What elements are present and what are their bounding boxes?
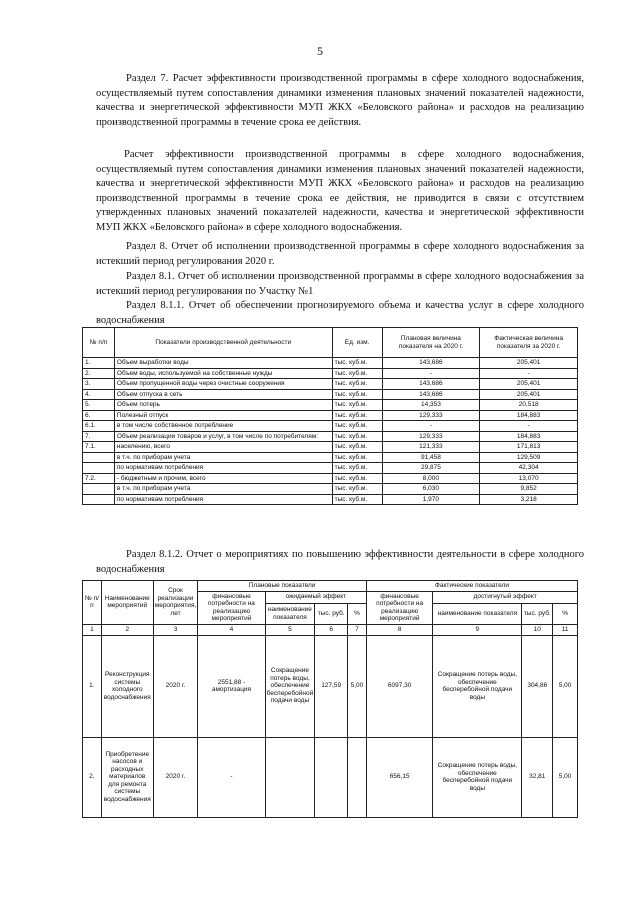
col-header-plan-pct: % — [348, 603, 367, 624]
table-row: в т.ч. по приборам учета тыс. куб.м. 91,458 129,509 — [83, 452, 578, 463]
col-header-fact-finance: финансовые потребности на реализацию мероприятий — [366, 591, 432, 624]
table-row: по нормативам потребления тыс. куб.м. 1,970 3,218 — [83, 494, 578, 505]
section-7-body: Расчет эффективности производственной программы в сфере холодного водоснабжения, осуществляемый путем сопоставления динамики изменения плановых значений показателей надежности, качества и энергетической эффективности МУП ЖКХ «Беловского района» и расходов на реализацию производственной программы в течение срока ее действия, не приводится в связи с отсутствием утвержденных плановых значений показателей надежности, качества и энергетической эффективности МУП ЖКХ «Беловского района» в сфере холодного водоснабжения. — [96, 149, 584, 233]
col-header-fact-rub: тыс. руб. — [522, 603, 553, 624]
col-header-plan-indicator: наименование показателя — [265, 603, 315, 624]
col-header-fact: Фактическая величина показателя за 2020 г. — [480, 328, 578, 358]
column-numbers-row: 1 2 3 4 5 6 7 8 9 10 11 — [83, 624, 578, 635]
measures-report-table — [82, 580, 578, 818]
section-8-1-heading: Раздел 8.1. Отчет об исполнении производственной программы в сфере холодного водоснабжения за истекший период регулирования по Участку №1 — [96, 271, 584, 297]
table-row: 6.1. в том числе собственное потребление тыс. куб.м. - - — [83, 421, 578, 432]
table-row: 2. Объем воды, используемой на собственные нужды тыс. куб.м. - - — [83, 368, 578, 379]
section-8-1-1-heading: Раздел 8.1.1. Отчет об обеспечении прогнозируемого объема и качества услуг в сфере холодного водоснабжения — [96, 300, 584, 326]
col-header-fact-group: Фактические показатели — [366, 581, 577, 592]
col-header-num: № п/ п — [83, 581, 102, 625]
table-row: 1. Объем выработки воды тыс. куб.м. 143,686 205,401 — [83, 358, 578, 369]
col-header-num: № п/п — [83, 328, 115, 358]
col-header-fact-effect: достигнутый эффект — [433, 591, 578, 603]
table-row: 3. Объем пропущенной воды через очистные сооружения тыс. куб.м. 143,686 205,401 — [83, 379, 578, 390]
col-header-fact-pct: % — [553, 603, 578, 624]
table-header-row — [83, 328, 578, 358]
page-number: 5 — [317, 44, 323, 58]
table-row: 1. Реконструкция системы холодного водоснабжения 2020 г. 2551,88 - амортизация Сокращение потерь воды, обеспечение бесперебойной подачи воды 127,59 5,00 6097,30 Сокращение потерь воды, обеспечение бесперебойной подачи воды 304,86 5,00 — [83, 635, 578, 737]
col-header-measure-name: Наименование мероприятий — [101, 581, 153, 625]
volume-report-table — [82, 327, 578, 505]
table-row: 4. Объем отпуска в сеть тыс. куб.м. 143,686 205,401 — [83, 389, 578, 400]
col-header-unit: Ед. изм. — [332, 328, 382, 358]
col-header-plan: Плановая величина показателя на 2020 г. — [382, 328, 480, 358]
section-8-1-2-heading: Раздел 8.1.2. Отчет о мероприятиях по повышению эффективности деятельности в сфере холодного водоснабжения — [96, 549, 584, 575]
table-row: 6. Полезный отпуск тыс. куб.м. 129,333 184,883 — [83, 410, 578, 421]
section-7-heading: Раздел 7. Расчет эффективности производственной программы в сфере холодного водоснабжения, осуществляемый путем сопоставления динамики изменения плановых значений показателей надежности, качества и энергетической эффективности МУП ЖКХ «Беловского района» и расходов на реализацию производственной программы в течение срока ее действия. — [96, 73, 584, 128]
table-row: 2. Приобретение насосов и расходных материалов для ремонта системы водоснабжения 2020 г. - 656,15 Сокращение потерь воды, обеспечение бесперебойной подачи воды 32,81 5,00 — [83, 737, 578, 817]
table-row: 5. Объем потерь тыс. куб.м. 14,353 20,518 — [83, 400, 578, 411]
table-row: 7.1. населению, всего тыс. куб.м. 121,333 171,813 — [83, 442, 578, 453]
col-header-plan-group: Плановые показатели — [198, 581, 367, 592]
table-row: в т.ч. по приборам учета тыс. куб.м. 6,030 9,852 — [83, 484, 578, 495]
table-row: 7.2. - бюджетным и прочим, всего тыс. куб.м. 8,000 13,070 — [83, 473, 578, 484]
col-header-indicator: Показатели производственной деятельности — [114, 328, 332, 358]
col-header-plan-effect: ожидаемый эффект — [265, 591, 366, 603]
table-row: по нормативам потребления тыс. куб.м. 29,875 42,304 — [83, 463, 578, 474]
table-header-row — [83, 581, 578, 592]
col-header-fact-indicator: наименование показателя — [433, 603, 522, 624]
section-8-heading: Раздел 8. Отчет об исполнении производственной программы в сфере холодного водоснабжения за истекший период регулирования 2020 г. — [96, 241, 584, 267]
col-header-term: Срок реализации мероприятия, лет — [153, 581, 198, 625]
table-row: 7. Объем реализации товаров и услуг, в том числе по потребителям: тыс. куб.м. 129,333 184,883 — [83, 431, 578, 442]
col-header-plan-rub: тыс. руб. — [315, 603, 348, 624]
col-header-plan-finance: финансовые потребности на реализацию мероприятий — [198, 591, 265, 624]
